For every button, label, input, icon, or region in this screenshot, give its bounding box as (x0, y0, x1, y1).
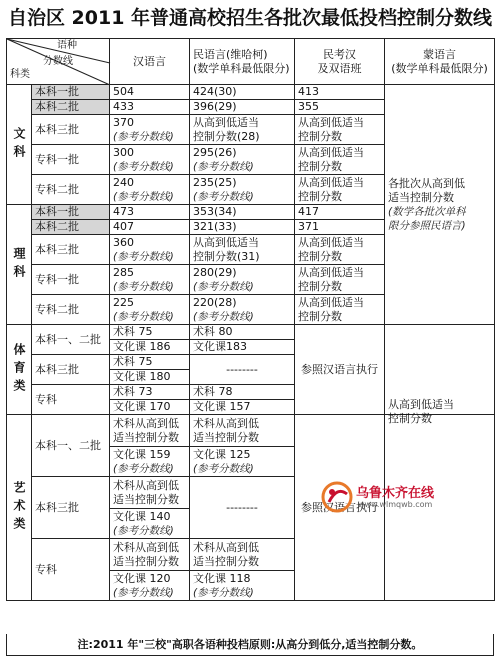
table-row (7, 415, 495, 447)
minkao-line2: 控制分数 (298, 159, 342, 173)
min-a1: 术科从高到低 (193, 416, 259, 430)
col-han: 汉语言 (110, 39, 190, 85)
han-value: 370 (113, 115, 134, 129)
han-cell: 433 (110, 100, 190, 115)
yishu-minkao: 参照汉语言执行 (295, 415, 385, 601)
batch-cell: 本科一批 (32, 85, 110, 100)
corner-lang: 语种 (57, 40, 77, 51)
batch-cell: 本科三批 (32, 477, 110, 539)
minkao-line1: 从高到低适当 (298, 235, 364, 249)
tiyu-minkao: 参照汉语言执行 (295, 325, 385, 415)
minkao-line2: 控制分数 (298, 129, 342, 143)
min-cell (190, 539, 295, 571)
minkao-cell (295, 295, 385, 325)
han-value: 300 (113, 145, 134, 159)
min-cell (190, 265, 295, 295)
min-cell: 术科 78 (190, 385, 295, 400)
han-ref: (参考分数线) (113, 280, 174, 293)
meng-sec-l2: 控制分数 (388, 411, 432, 425)
batch-cell: 专科 (32, 539, 110, 601)
batch-cell: 专科二批 (32, 175, 110, 205)
min-line1: 从高到低适当 (193, 115, 259, 129)
min-ref: (参考分数线) (193, 462, 254, 475)
han-cell (110, 265, 190, 295)
min-cell: 321(33) (190, 220, 295, 235)
min-cell (190, 295, 295, 325)
min-cell (190, 447, 295, 477)
minkao-line2: 控制分数 (298, 249, 342, 263)
header-row (7, 39, 495, 85)
watermark (320, 480, 470, 514)
han-a2: 适当控制分数 (113, 430, 179, 444)
han-ref: (参考分数线) (113, 130, 174, 143)
minkao-line1: 从高到低适当 (298, 145, 364, 159)
batch-cell: 本科三批 (32, 235, 110, 265)
min-cell: 文化课 157 (190, 400, 295, 415)
han-value: 240 (113, 175, 134, 189)
col-meng-line1: 蒙语言 (423, 47, 456, 61)
meng-main-l3: (数学各批次单科 (388, 205, 466, 218)
minkao-cell (295, 145, 385, 175)
minkao-cell: 413 (295, 85, 385, 100)
meng-sec-l1: 从高到低适当 (388, 397, 454, 411)
han-ref: (参考分数线) (113, 586, 174, 599)
min-a2: 适当控制分数 (193, 554, 259, 568)
min-line2: 控制分数(31) (193, 249, 260, 263)
han-cell: 文化课 180 (110, 370, 190, 385)
min-ref: (参考分数线) (193, 586, 254, 599)
watermark-name: 乌鲁木齐在线 (356, 486, 435, 501)
min-cell (190, 571, 295, 601)
meng-main-l4: 限分参照民语言) (388, 219, 466, 232)
han-ref: (参考分数线) (113, 250, 174, 263)
han-cell: 473 (110, 205, 190, 220)
han-cell: 407 (110, 220, 190, 235)
han-cell: 文化课 170 (110, 400, 190, 415)
minkao-cell (295, 115, 385, 145)
minkao-line1: 从高到低适当 (298, 265, 364, 279)
min-cell (190, 175, 295, 205)
minkao-cell: 355 (295, 100, 385, 115)
han-cell: 术科 75 (110, 325, 190, 340)
min-cell: 术科 80 (190, 325, 295, 340)
han-cell: 文化课 186 (110, 340, 190, 355)
corner-header (7, 39, 110, 85)
han-cell (110, 175, 190, 205)
meng-main-cell (385, 85, 495, 325)
col-meng-line2: (数学单科最低限分) (391, 61, 488, 75)
han-cell (110, 295, 190, 325)
watermark-url: www.wlmqwb.com (358, 500, 433, 509)
han-ref: (参考分数线) (113, 190, 174, 203)
han-cell (110, 415, 190, 447)
table-row (7, 325, 495, 340)
han-value: 360 (113, 235, 134, 249)
col-min (190, 39, 295, 85)
batch-cell: 本科一批 (32, 205, 110, 220)
han-cell (110, 539, 190, 571)
batch-cell: 专科 (32, 385, 110, 415)
han-a2: 适当控制分数 (113, 492, 179, 506)
minkao-cell: 371 (295, 220, 385, 235)
page-title: 自治区 2011 年普通高校招生各批次最低投档控制分数线 (7, 7, 493, 29)
min-ref: (参考分数线) (193, 280, 254, 293)
batch-cell: 专科一批 (32, 145, 110, 175)
wenke-label: 文科 (7, 85, 32, 205)
batch-cell: 本科三批 (32, 115, 110, 145)
tiyu-label: 体育类 (7, 325, 32, 415)
han-cell (110, 477, 190, 509)
min-cell: -------- (190, 355, 295, 385)
min-b: 文化课 125 (193, 447, 251, 461)
min-line2: 控制分数(28) (193, 129, 260, 143)
han-value: 285 (113, 265, 134, 279)
min-value: 235(25) (193, 175, 237, 189)
meng-main-l1: 各批次从高到低 (388, 176, 465, 190)
han-ref: (参考分数线) (113, 160, 174, 173)
han-b: 文化课 159 (113, 447, 171, 461)
min-a1: 术科从高到低 (193, 540, 259, 554)
han-ref: (参考分数线) (113, 310, 174, 323)
min-cell (190, 415, 295, 447)
minkao-line2: 控制分数 (298, 279, 342, 293)
batch-cell: 本科一、二批 (32, 415, 110, 477)
like-label: 理科 (7, 205, 32, 325)
batch-cell: 本科一、二批 (32, 325, 110, 355)
col-meng (385, 39, 495, 85)
yishu-label: 艺术类 (7, 415, 32, 601)
minkao-cell (295, 235, 385, 265)
minkao-cell (295, 175, 385, 205)
han-ref: (参考分数线) (113, 524, 174, 537)
min-value: 220(28) (193, 295, 237, 309)
han-value: 225 (113, 295, 134, 309)
col-min-line1: 民语言(维哈柯) (193, 47, 268, 61)
han-cell: 504 (110, 85, 190, 100)
min-line1: 从高到低适当 (193, 235, 259, 249)
corner-category: 科类 (10, 69, 30, 80)
min-cell (190, 115, 295, 145)
footnote: 注:2011 年"三校"高职各语种投档原则:从高分到低分,适当控制分数。 (6, 634, 494, 656)
min-cell (190, 145, 295, 175)
minkao-line2: 控制分数 (298, 309, 342, 323)
batch-cell: 本科三批 (32, 355, 110, 385)
min-cell: 353(34) (190, 205, 295, 220)
col-minkao (295, 39, 385, 85)
min-cell: 文化课183 (190, 340, 295, 355)
minkao-cell: 417 (295, 205, 385, 220)
batch-cell: 专科一批 (32, 265, 110, 295)
han-a1: 术科从高到低 (113, 478, 179, 492)
han-cell: 术科 75 (110, 355, 190, 370)
watermark-logo-icon (320, 480, 354, 514)
minkao-line2: 控制分数 (298, 189, 342, 203)
corner-score: 分数线 (43, 56, 73, 67)
han-b: 文化课 140 (113, 509, 171, 523)
han-a1: 术科从高到低 (113, 540, 179, 554)
han-a2: 适当控制分数 (113, 554, 179, 568)
minkao-line1: 从高到低适当 (298, 175, 364, 189)
han-b: 文化课 120 (113, 571, 171, 585)
minkao-line1: 从高到低适当 (298, 295, 364, 309)
batch-cell: 本科二批 (32, 220, 110, 235)
han-cell (110, 571, 190, 601)
col-minkao-line2: 及双语班 (317, 61, 362, 75)
han-cell (110, 235, 190, 265)
table-row (7, 85, 495, 100)
col-minkao-line1: 民考汉 (323, 47, 356, 61)
han-ref: (参考分数线) (113, 462, 174, 475)
han-cell: 术科 73 (110, 385, 190, 400)
min-b: 文化课 118 (193, 571, 251, 585)
batch-cell: 本科二批 (32, 100, 110, 115)
han-a1: 术科从高到低 (113, 416, 179, 430)
batch-cell: 专科二批 (32, 295, 110, 325)
han-cell (110, 145, 190, 175)
min-cell: -------- (190, 477, 295, 539)
han-cell (110, 115, 190, 145)
min-cell: 396(29) (190, 100, 295, 115)
minkao-cell (295, 265, 385, 295)
han-cell (110, 447, 190, 477)
min-a2: 适当控制分数 (193, 430, 259, 444)
min-ref: (参考分数线) (193, 160, 254, 173)
min-value: 280(29) (193, 265, 237, 279)
min-cell (190, 235, 295, 265)
han-cell (110, 509, 190, 539)
meng-main-l2: 适当控制分数 (388, 190, 454, 204)
min-ref: (参考分数线) (193, 310, 254, 323)
min-cell: 424(30) (190, 85, 295, 100)
score-table (6, 38, 495, 601)
min-value: 295(26) (193, 145, 237, 159)
minkao-line1: 从高到低适当 (298, 115, 364, 129)
col-min-line2: (数学单科最低限分) (193, 61, 290, 75)
min-ref: (参考分数线) (193, 190, 254, 203)
